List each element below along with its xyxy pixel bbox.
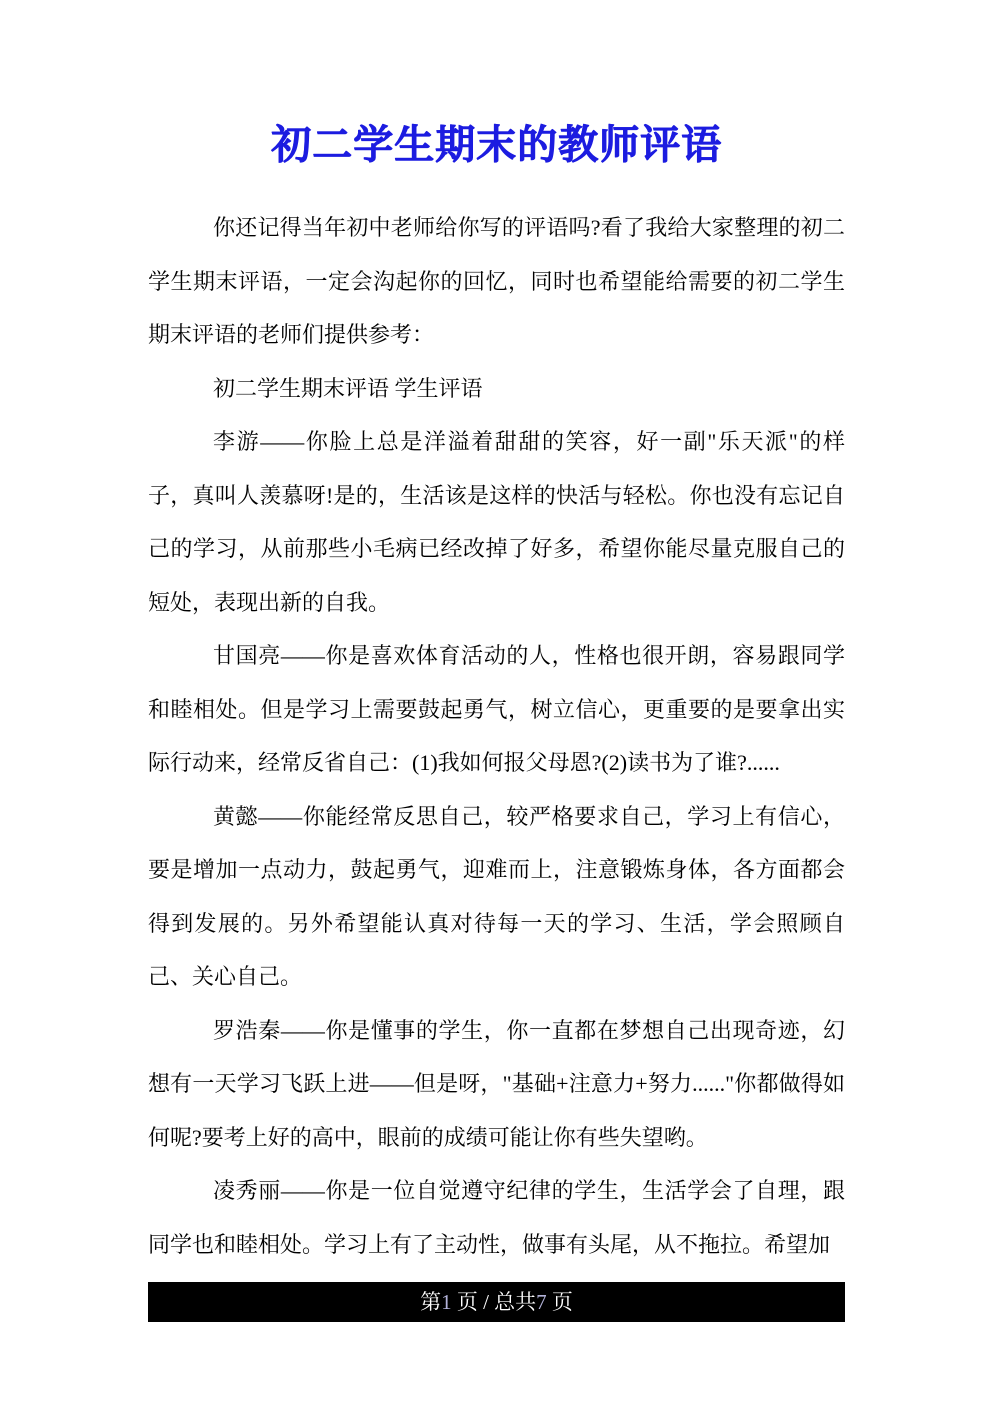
footer-label-middle: 页 / 总共 (451, 1290, 537, 1314)
footer-label-prefix: 第 (420, 1290, 442, 1314)
paragraph-comment-ganguoliang: 甘国亮——你是喜欢体育活动的人，性格也很开朗，容易跟同学和睦相处。但是学习上需要鼓起勇气，树立信心，更重要的是要拿出实际行动来，经常反省自己：(1)我如何报父母恩?(2)读书为了谁?...... (148, 643, 845, 775)
footer-current-page-number: 1 (441, 1290, 452, 1314)
paragraph-comment-liyou: 李游——你脸上总是洋溢着甜甜的笑容，好一副"乐天派"的样子，真叫人羡慕呀!是的，生活该是这样的快活与轻松。你也没有忘记自己的学习，从前那些小毛病已经改掉了好多，希望你能尽量克服自己的短处，表现出新的自我。 (148, 429, 845, 615)
paragraph-subheading: 初二学生期末评语 学生评语 (213, 375, 483, 401)
paragraph-comment-luohaoqin: 罗浩秦——你是懂事的学生，你一直都在梦想自己出现奇迹，幻想有一天学习飞跃上进——但是呀，"基础+注意力+努力......"你都做得如何呢?要考上好的高中，眼前的成绩可能让你有些失望哟。 (148, 1017, 845, 1150)
footer-total-pages-number: 7 (536, 1290, 547, 1314)
document-body (148, 201, 845, 1271)
paragraph-intro: 你还记得当年初中老师给你写的评语吗?看了我给大家整理的初二学生期末评语，一定会沟起你的回忆，同时也希望能给需要的初二学生期末评语的老师们提供参考： (148, 215, 845, 347)
page-title: 初二学生期末的教师评语 (271, 122, 722, 167)
paragraph-comment-lingxiuli: 凌秀丽——你是一位自觉遵守纪律的学生，生活学会了自理，跟同学也和睦相处。学习上有了主动性，做事有头尾，从不拖拉。希望加 (148, 1178, 845, 1257)
page-footer-bar (148, 1282, 845, 1322)
paragraph-comment-huangyi: 黄懿——你能经常反思自己，较严格要求自己，学习上有信心，要是增加一点动力，鼓起勇气，迎难而上，注意锻炼身体，各方面都会得到发展的。另外希望能认真对待每一天的学习、生活，学会照顾自己、关心自己。 (148, 803, 845, 989)
footer-label-suffix: 页 (546, 1290, 573, 1314)
